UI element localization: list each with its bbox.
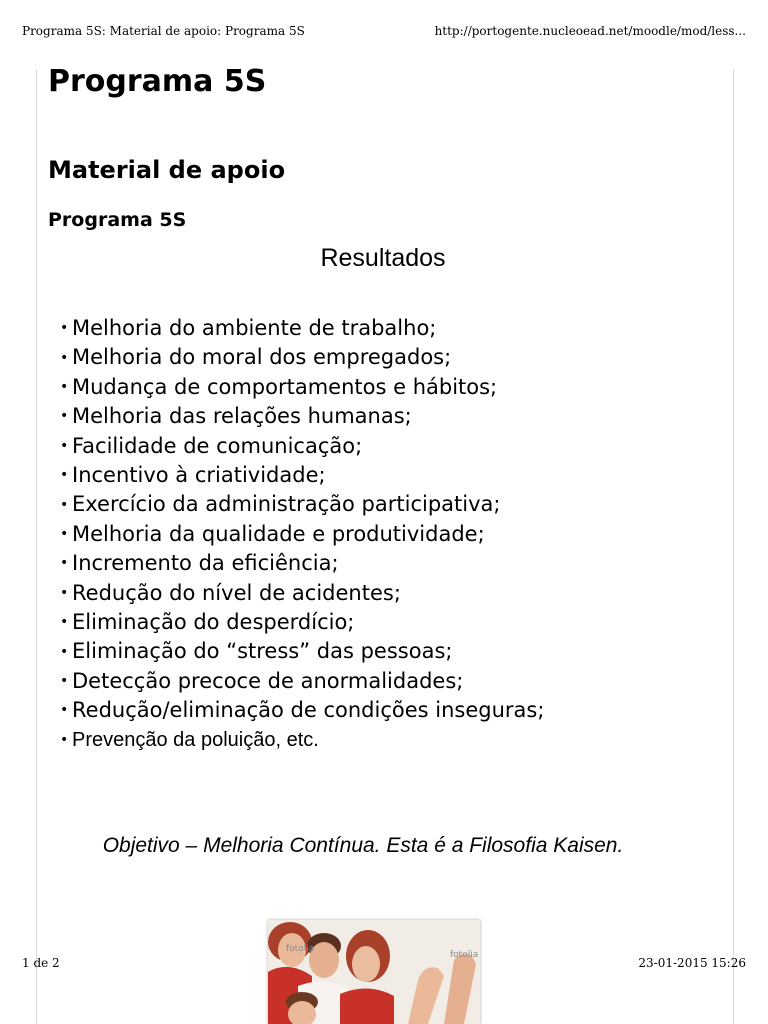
people-photo [268, 920, 480, 1024]
print-header-title: Programa 5S: Material de apoio: Programa 5S [22, 24, 305, 38]
slide-image [48, 236, 728, 916]
results-list-item-text: Melhoria do ambiente de trabalho; [72, 316, 437, 340]
sub-title: Programa 5S [48, 209, 187, 231]
results-list-item-text: Facilidade de comunicação; [72, 433, 363, 458]
objective-text: Objetivo – Melhoria Contínua. Esta é a Filosofia Kaisen. [102, 834, 624, 857]
results-list-item [60, 726, 544, 755]
results-list [60, 314, 544, 755]
bullet-icon: • [60, 584, 69, 601]
results-list-item-text: Eliminação do “stress” das pessoas; [72, 639, 453, 664]
results-list-item-text: Incremento da eficiência; [72, 551, 339, 576]
results-list-item [60, 432, 544, 461]
results-list-item [60, 402, 544, 431]
print-header-url: http://portogente.nucleoead.net/moodle/mod/less... [434, 24, 746, 38]
bullet-icon: • [60, 379, 69, 396]
people-photo-illustration [268, 920, 480, 1024]
bullet-icon: • [60, 467, 69, 484]
bullet-icon: • [60, 731, 69, 748]
results-list-item [60, 696, 544, 725]
results-list-item-text: Melhoria da qualidade e produtividade; [72, 521, 485, 546]
bullet-icon: • [60, 349, 69, 366]
results-list-item [60, 461, 544, 490]
results-list-item [60, 579, 544, 608]
bullet-icon: • [60, 643, 69, 660]
results-list-item [60, 608, 544, 637]
results-list-item-text: Prevenção da poluição, etc. [72, 728, 319, 751]
results-list-item [60, 343, 544, 372]
results-list-item [60, 549, 544, 578]
page-number: 1 de 2 [22, 956, 60, 970]
photo-watermark: fotolia [286, 944, 315, 954]
photo-shirt [340, 988, 394, 1024]
results-list-item-text: Exercício da administração participativa; [72, 492, 501, 517]
results-list-item-text: Melhoria das relações humanas; [72, 404, 412, 429]
bullet-icon: • [60, 702, 69, 719]
results-list-item-text: Redução do nível de acidentes; [72, 580, 401, 605]
results-list-item-text: Melhoria do moral dos empregados; [72, 345, 452, 370]
results-list-item [60, 520, 544, 549]
results-list-item-text: Eliminação do desperdício; [72, 610, 355, 635]
print-header [22, 24, 746, 40]
section-title: Material de apoio [48, 156, 286, 184]
results-list-item-text: Mudança de comportamentos e hábitos; [72, 374, 498, 399]
results-list-item [60, 314, 544, 343]
print-date: 23-01-2015 15:26 [638, 956, 746, 970]
bullet-icon: • [60, 673, 69, 690]
results-list-item-text: Redução/eliminação de condições inseguras; [72, 698, 545, 723]
bullet-icon: • [60, 526, 69, 543]
results-list-item [60, 667, 544, 696]
results-list-item [60, 490, 544, 519]
slide-title: Resultados [320, 244, 446, 272]
results-list-item-text: Detecção precoce de anormalidades; [72, 668, 464, 693]
bullet-icon: • [60, 320, 69, 337]
lesson-title: Programa 5S [48, 64, 267, 99]
bullet-icon: • [60, 496, 69, 513]
photo-watermark: fotolia [450, 950, 479, 960]
results-list-item [60, 637, 544, 666]
results-list-item [60, 373, 544, 402]
results-list-item-text: Incentivo à criatividade; [72, 463, 326, 488]
bullet-icon: • [60, 555, 69, 572]
bullet-icon: • [60, 437, 69, 454]
bullet-icon: • [60, 408, 69, 425]
bullet-icon: • [60, 614, 69, 631]
print-footer [22, 956, 746, 972]
